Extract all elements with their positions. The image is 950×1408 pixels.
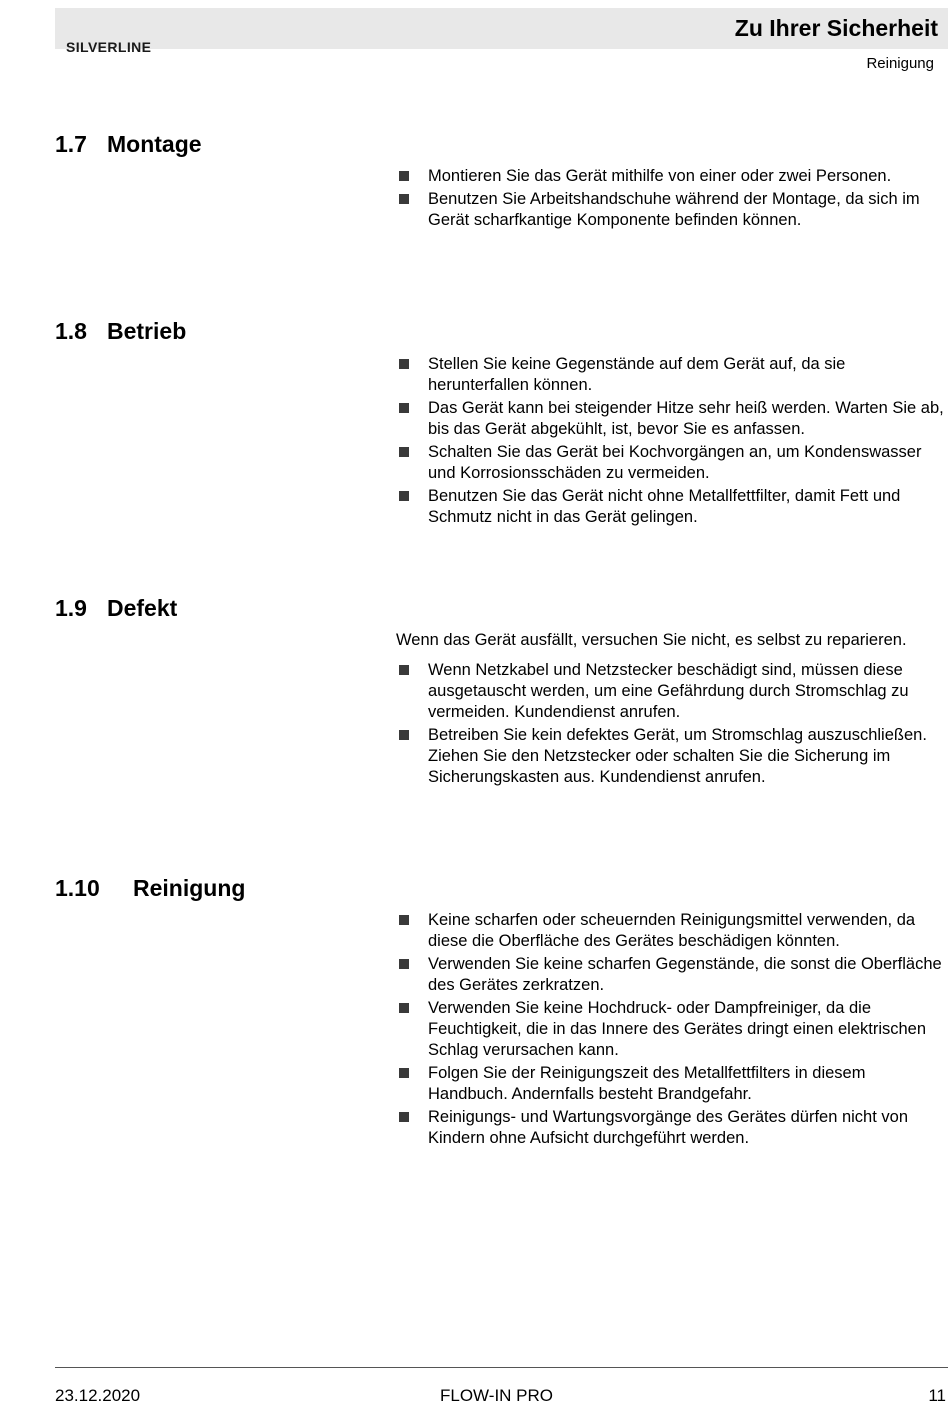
section-body-reinigung <box>396 910 948 1151</box>
page-number: 11 <box>928 1386 946 1405</box>
section-title: Betrieb <box>107 318 187 344</box>
list-item: Verwenden Sie keine scharfen Gegenstände, die sonst die Oberfläche des Gerätes zerkratzen. <box>396 954 948 996</box>
list-item: Wenn Netzkabel und Netzstecker beschädigt sind, müssen diese ausgetauscht werden, um eine Gefährdung durch Stromschlag zu vermeiden. Kundendienst anrufen. <box>396 660 948 723</box>
header-subtitle: Reinigung <box>866 55 934 72</box>
list-item: Das Gerät kann bei steigender Hitze sehr heiß werden. Warten Sie ab, bis das Gerät abgekühlt, ist, bevor Sie es anfassen. <box>396 398 948 440</box>
list-item: Folgen Sie der Reinigungszeit des Metallfettfilters in diesem Handbuch. Andernfalls besteht Brandgefahr. <box>396 1063 948 1105</box>
header-title: Zu Ihrer Sicherheit <box>734 15 938 41</box>
list-item: Schalten Sie das Gerät bei Kochvorgängen an, um Kondenswasser und Korrosionsschäden zu vermeiden. <box>396 442 948 484</box>
section-title: Montage <box>107 131 202 157</box>
list-item: Benutzen Sie Arbeitshandschuhe während der Montage, da sich im Gerät scharfkantige Komponente befinden können. <box>396 189 948 231</box>
list-item: Betreiben Sie kein defektes Gerät, um Stromschlag auszuschließen. Ziehen Sie den Netzstecker oder schalten Sie die Sicherung im Sicherungskasten aus. Kundendienst anrufen. <box>396 725 948 788</box>
section-number: 1.10 <box>55 875 100 901</box>
footer-date: 23.12.2020 <box>55 1386 141 1405</box>
section-number: 1.9 <box>55 595 87 621</box>
bullet-list <box>396 910 948 1149</box>
bullet-list <box>396 166 948 231</box>
section-number: 1.8 <box>55 318 87 344</box>
section-heading-reinigung <box>55 874 245 902</box>
section-heading-defekt <box>55 594 177 622</box>
list-item: Benutzen Sie das Gerät nicht ohne Metallfettfilter, damit Fett und Schmutz nicht in das Gerät gelingen. <box>396 486 948 528</box>
intro-text: Wenn das Gerät ausfällt, versuchen Sie nicht, es selbst zu reparieren. <box>396 631 907 649</box>
list-item: Stellen Sie keine Gegenstände auf dem Gerät auf, da sie herunterfallen können. <box>396 354 948 396</box>
section-title: Reinigung <box>133 875 246 901</box>
list-item: Keine scharfen oder scheuernden Reinigungsmittel verwenden, da diese die Oberfläche des Gerätes beschädigen könnten. <box>396 910 948 952</box>
bullet-list <box>396 660 948 788</box>
brand-logo: SILVERLINE <box>66 39 152 55</box>
section-title: Defekt <box>107 595 178 621</box>
section-heading-betrieb <box>55 317 186 345</box>
section-heading-montage <box>55 130 202 158</box>
list-item: Verwenden Sie keine Hochdruck- oder Dampfreiniger, da die Feuchtigkeit, die in das Innere des Gerätes dringt einen elektrischen Schlag verursachen kann. <box>396 998 948 1061</box>
section-number: 1.7 <box>55 131 87 157</box>
footer-divider <box>55 1367 948 1368</box>
list-item: Reinigungs- und Wartungsvorgänge des Gerätes dürfen nicht von Kindern ohne Aufsicht durchgeführt werden. <box>396 1107 948 1149</box>
section-body-defekt <box>396 630 948 790</box>
section-body-betrieb <box>396 354 948 530</box>
footer-product-name: FLOW-IN PRO <box>440 1386 554 1405</box>
section-body-montage <box>396 166 948 233</box>
list-item: Montieren Sie das Gerät mithilfe von einer oder zwei Personen. <box>396 166 948 187</box>
bullet-list <box>396 354 948 528</box>
